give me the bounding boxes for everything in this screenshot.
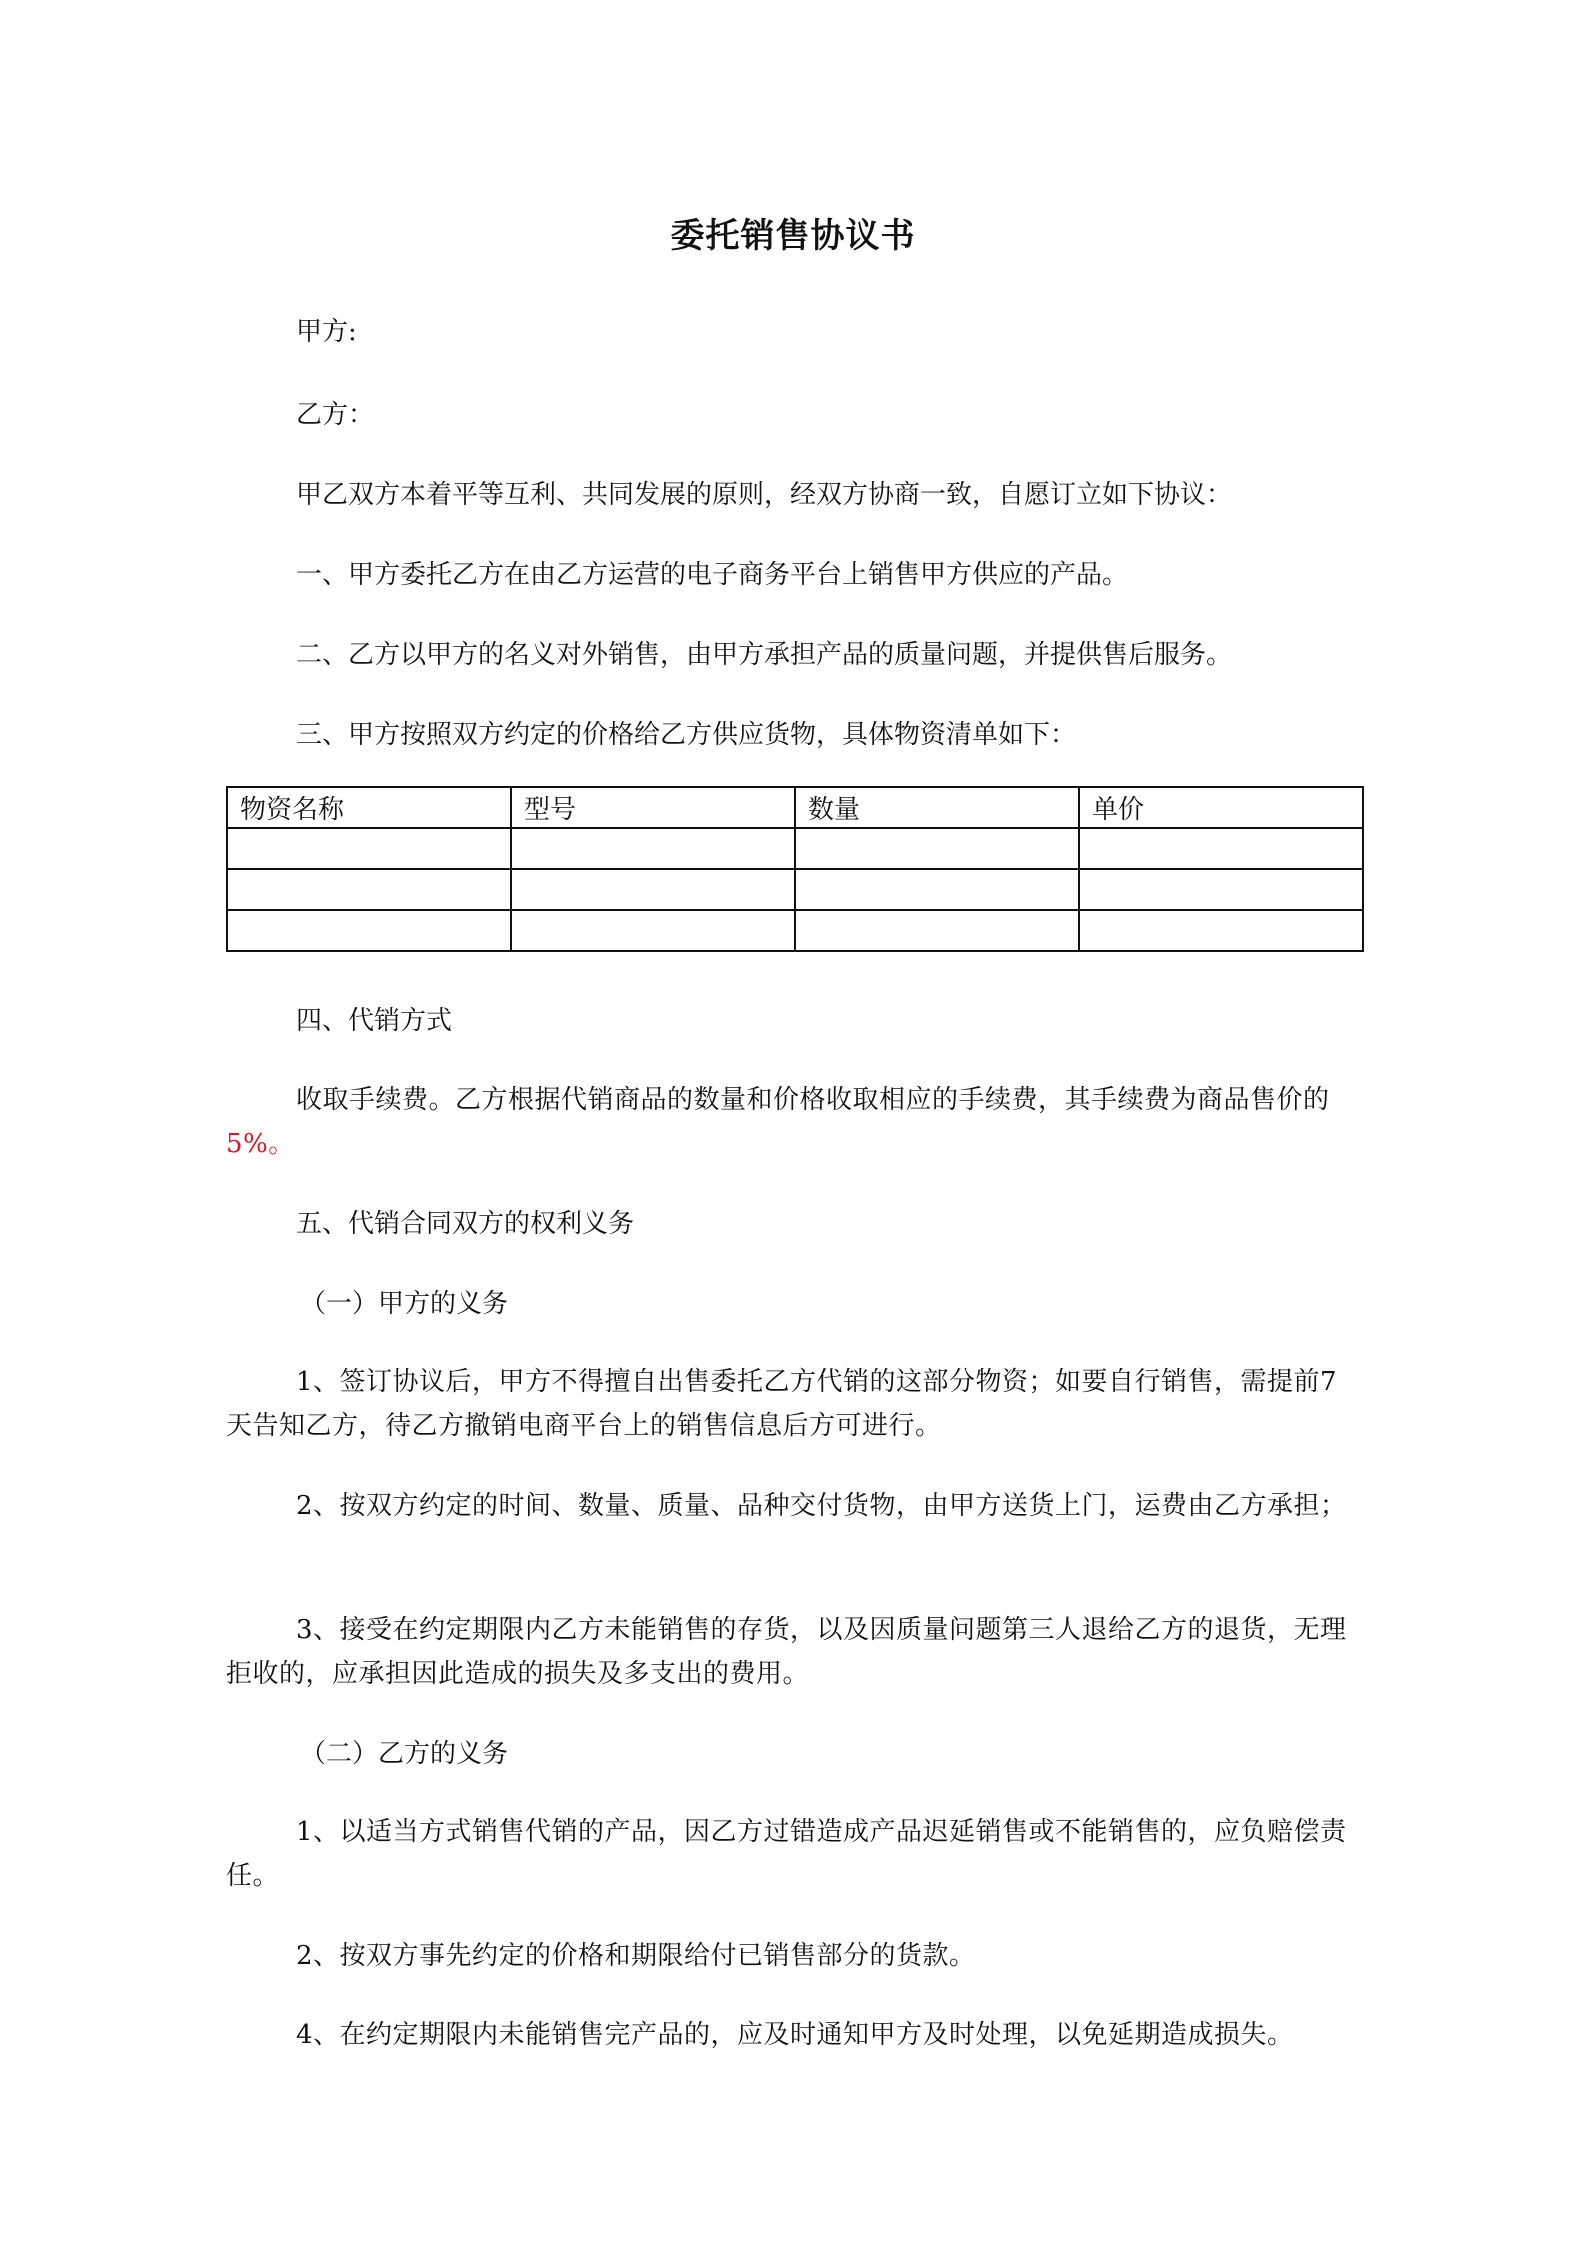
goods-cell [1079,869,1363,910]
party-a-duty-2: 2、按双方约定的时间、数量、质量、品种交付货物，由甲方送货上门，运费由乙方承担； [296,1491,1347,1521]
goods-cell [795,828,1079,869]
goods-cell [1079,910,1363,951]
goods-cell [227,828,511,869]
party-a-label: 甲方: [296,317,357,347]
goods-table-row [227,828,1363,869]
section-4-body: 收取手续费。乙方根据代销商品的数量和价格收取相应的手续费，其手续费为商品售价的 [296,1085,1330,1115]
section-4-text [226,1078,1362,1166]
party-b-duties-heading: （二）乙方的义务 [300,1739,509,1769]
document-title: 委托销售协议书 [670,216,916,256]
section-5-heading: 五、代销合同双方的权利义务 [296,1209,635,1239]
goods-cell [227,869,511,910]
goods-header-name: 物资名称 [227,787,511,828]
clause-3: 三、甲方按照双方约定的价格给乙方供应货物，具体物资清单如下： [296,720,1077,750]
goods-cell [1079,828,1363,869]
party-b-duty-2: 2、按双方事先约定的价格和期限给付已销售部分的货款。 [296,1941,976,1971]
goods-header-model: 型号 [511,787,795,828]
goods-cell [795,910,1079,951]
goods-table-row [227,869,1363,910]
goods-cell [511,869,795,910]
goods-table-row [227,910,1363,951]
goods-cell [227,910,511,951]
section-4-heading: 四、代销方式 [296,1006,453,1036]
preamble: 甲乙双方本着平等互利、共同发展的原则，经双方协商一致，自愿订立如下协议： [296,480,1233,510]
party-b-label: 乙方： [296,400,375,430]
goods-cell [511,828,795,869]
goods-cell [795,869,1079,910]
clause-2: 二、乙方以甲方的名义对外销售，由甲方承担产品的质量问题，并提供售后服务。 [296,640,1233,670]
party-b-duty-4: 4、在约定期限内未能销售完产品的，应及时通知甲方及时处理，以免延期造成损失。 [296,2020,1294,2050]
party-a-duty-1: 1、签订协议后，甲方不得擅自出售委托乙方代销的这部分物资；如要自行销售，需提前7天告知乙方，待乙方撤销电商平台上的销售信息后方可进行。 [226,1367,1338,1441]
goods-table-header-row [227,787,1363,828]
goods-cell [511,910,795,951]
goods-table [226,786,1364,952]
party-a-duties-heading: （一）甲方的义务 [300,1289,509,1319]
goods-header-quantity: 数量 [795,787,1079,828]
party-b-duty-1: 1、以适当方式销售代销的产品，因乙方过错造成产品迟延销售或不能销售的，应负赔偿责任。 [226,1817,1347,1891]
party-a-duty-3: 3、接受在约定期限内乙方未能销售的存货，以及因质量问题第三人退给乙方的退货，无理拒收的，应承担因此造成的损失及多支出的费用。 [226,1615,1347,1689]
commission-rate: 5%。 [226,1129,295,1159]
clause-1: 一、甲方委托乙方在由乙方运营的电子商务平台上销售甲方供应的产品。 [296,560,1129,590]
goods-header-unit-price: 单价 [1079,787,1363,828]
